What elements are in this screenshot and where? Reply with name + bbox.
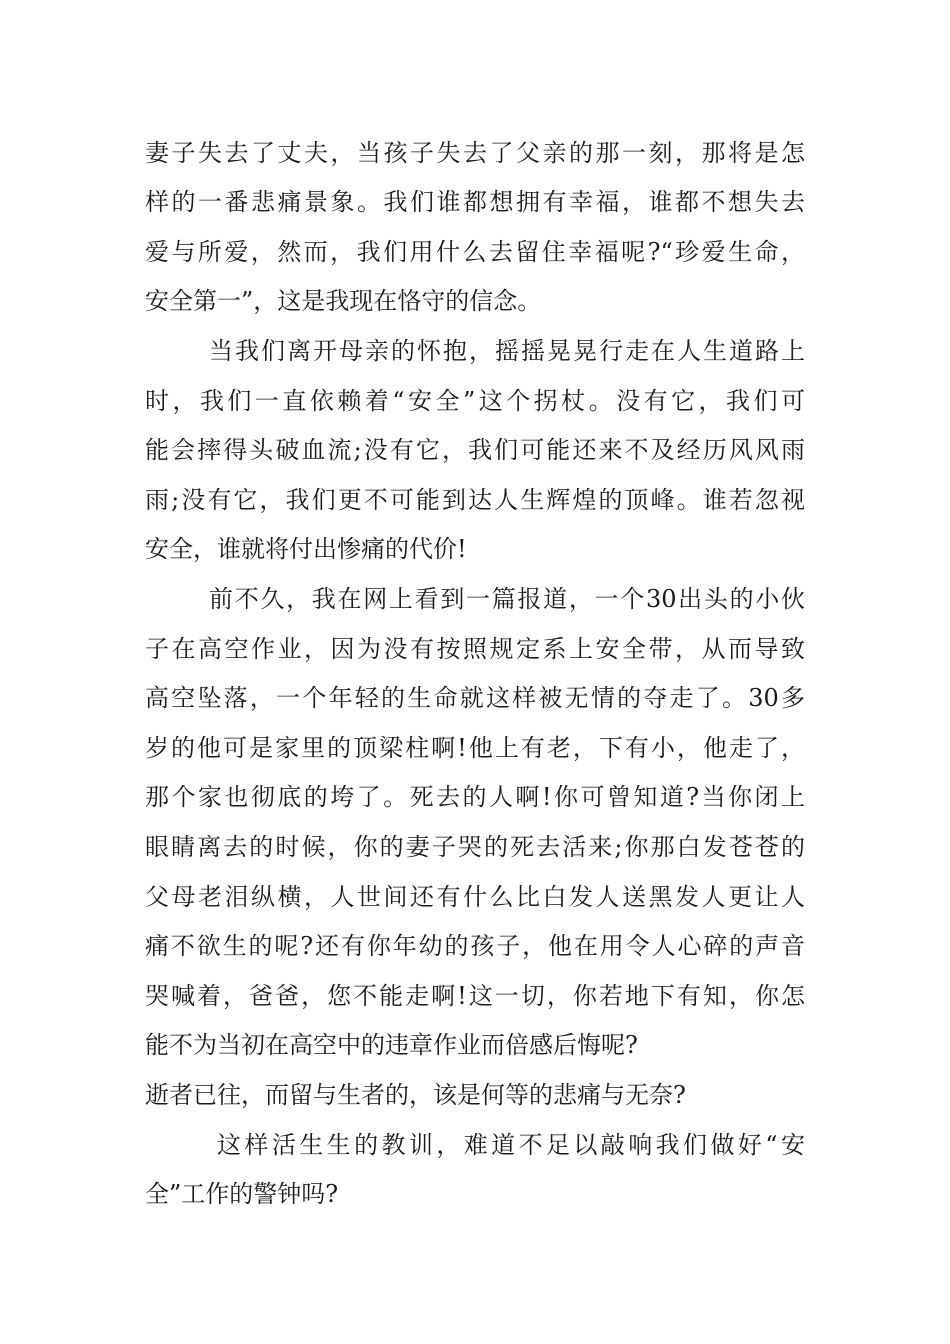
text-line: 岁的他可是家里的顶梁柱啊!他上有老，下有小，他走了， [145, 734, 805, 762]
text-line: 父母老泪纵横，人世间还有什么比白发人送黑发人更让人 [145, 883, 805, 911]
text-line: 爱与所爱，然而，我们用什么去留住幸福呢?“珍爱生命， [145, 238, 805, 266]
text-line: 前不久，我在网上看到一篇报道，一个30出头的小伙 [209, 585, 805, 613]
text-line: 那个家也彻底的垮了。死去的人啊!你可曾知道?当你闭上 [145, 783, 805, 811]
text-line: 哭喊着，爸爸，您不能走啊!这一切，你若地下有知，你怎 [145, 982, 805, 1010]
text-line: 这样活生生的教训，难道不足以敲响我们做好“安 [217, 1131, 805, 1159]
text-line: 眼睛离去的时候，你的妻子哭的死去活来;你那白发苍苍的 [145, 833, 805, 861]
text-line: 逝者已往，而留与生者的，该是何等的悲痛与无奈? [145, 1081, 686, 1109]
text-line: 雨;没有它，我们更不可能到达人生辉煌的顶峰。谁若忽视 [145, 486, 805, 514]
text-line: 当我们离开母亲的怀抱，摇摇晃晃行走在人生道路上 [209, 337, 805, 365]
text-line: 妻子失去了丈夫，当孩子失去了父亲的那一刻，那将是怎 [145, 139, 805, 167]
text-line: 时，我们一直依赖着“安全”这个拐杖。没有它，我们可 [145, 387, 805, 415]
text-line: 安全第一”，这是我现在恪守的信念。 [145, 287, 542, 315]
text-line: 高空坠落，一个年轻的生命就这样被无情的夺走了。30多 [145, 684, 805, 712]
text-line: 子在高空作业，因为没有按照规定系上安全带，从而导致 [145, 635, 805, 663]
text-line: 能不为当初在高空中的违章作业而倍感后悔呢? [145, 1031, 638, 1059]
text-line: 痛不欲生的呢?还有你年幼的孩子，他在用令人心碎的声音 [145, 932, 805, 960]
text-line: 样的一番悲痛景象。我们谁都想拥有幸福，谁都不想失去 [145, 188, 805, 216]
text-line: 能会摔得头破血流;没有它，我们可能还来不及经历风风雨 [145, 436, 805, 464]
text-line: 安全，谁就将付出惨痛的代价! [145, 535, 467, 563]
text-line: 全”工作的警钟吗? [145, 1180, 339, 1208]
